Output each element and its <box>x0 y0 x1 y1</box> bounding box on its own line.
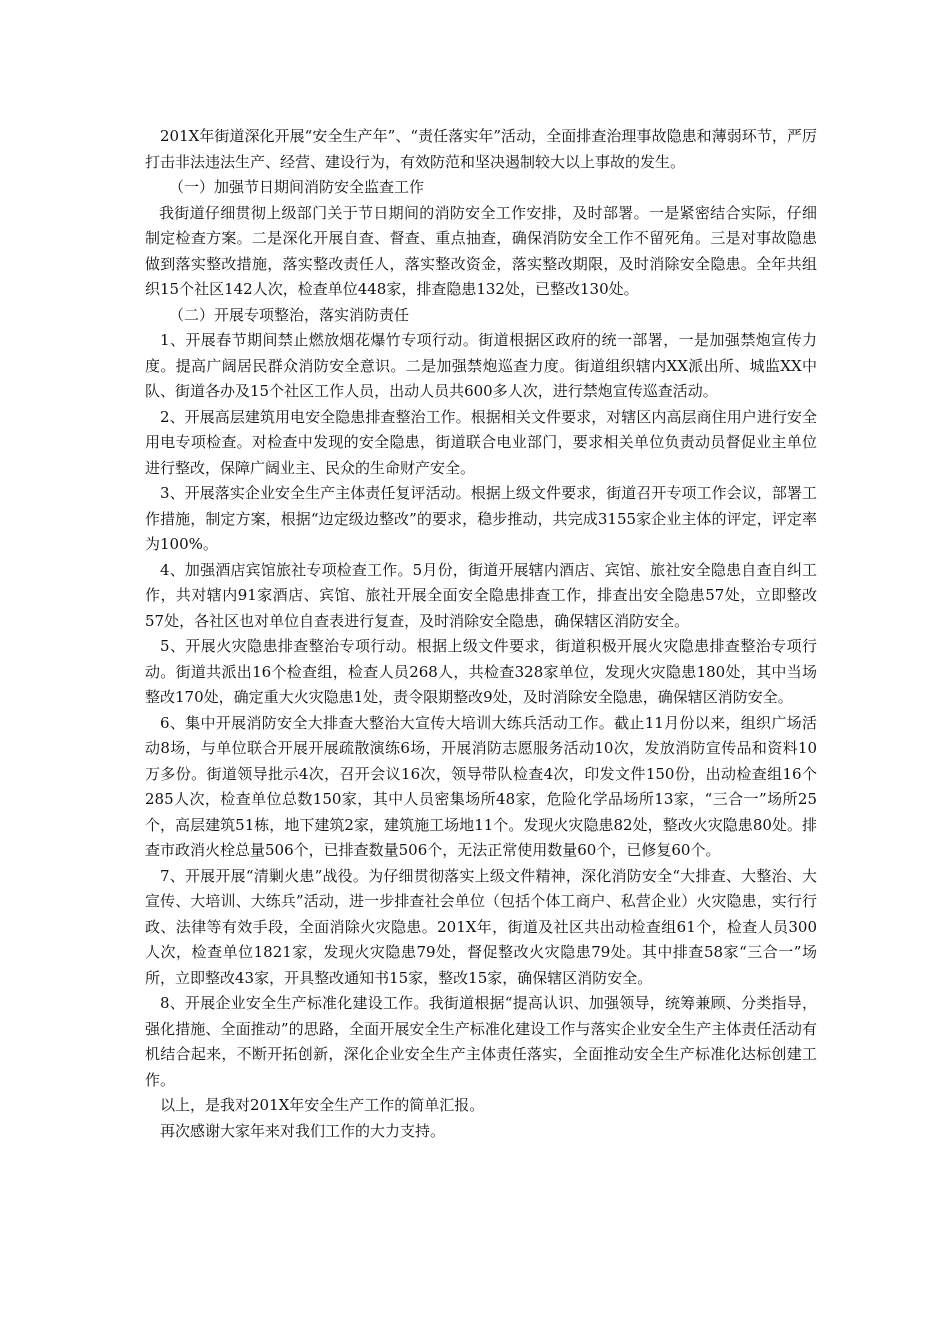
item-paragraph-7: 7、开展开展“清剿火患”战役。为仔细贯彻落实上级文件精神，深化消防安全“大排查、大整治、大宣传、大培训、大练兵”活动，进一步排查社会单位（包括个体工商户、私营企业）火灾隐患，实行行政、法律等有效手段，全面消除火灾隐患。201X年，街道及社区共出动检查组61个，检查人员300人次，检查单位1821家，发现火灾隐患79处，督促整改火灾隐患79处。其中排查58家“三合一”场所，立即整改43家，开具整改通知书15家，整改15家，确保辖区消防安全。 <box>145 866 817 987</box>
item-paragraph-6: 6、集中开展消防安全大排查大整治大宣传大培训大练兵活动工作。截止11月份以来，组织广场活动8场，与单位联合开展开展疏散演练6场，开展消防志愿服务活动10次，发放消防宣传品和资料10万多份。街道领导批示4次，召开会议16次，领导带队检查4次，印发文件150份，出动检查组16个 285人次，检查单位总数150家，其中人员密集场所48家，危险化学品场所13家，“三合一”场所25个，高层建筑51栋，地下建筑2家，建筑施工场地11个。发现火灾隐患82处，整改火灾隐患80处。排查市政消火栓总量506个，已排查数量506个，无法正常使用数量60个，已修复60个。 <box>145 713 822 859</box>
item-paragraph-5: 5、开展火灾隐患排查整治专项行动。根据上级文件要求，街道积极开展火灾隐患排查整治专项行动。街道共派出16个检查组，检查人员268人，共检查328家单位，发现火灾隐患180处，其中当场整改170处，确定重大火灾隐患1处，责令限期整改9处，及时消除安全隐患，确保辖区消防安全。 <box>145 637 817 706</box>
item-paragraph-3: 3、开展落实企业安全生产主体责任复评活动。根据上级文件要求，街道召开专项工作会议，部署工作措施，制定方案，根据“边定级边整改”的要求，稳步推动，共完成3155家企业主体的评定，评定率为100%。 <box>145 484 817 553</box>
item-paragraph-1: 1、开展春节期间禁止燃放烟花爆竹专项行动。街道根据区政府的统一部署，一是加强禁炮宣传力度。提高广阔居民群众消防安全意识。二是加强禁炮巡查力度。街道组织辖内XX派出所、城监XX中队、街道各办及15个社区工作人员，出动人员共600多人次，进行禁炮宣传巡查活动。 <box>145 331 817 400</box>
section-heading-1: （一）加强节日期间消防安全监查工作 <box>169 178 425 196</box>
closing-paragraph-1: 以上，是我对201X年安全生产工作的简单汇报。 <box>160 1096 485 1114</box>
intro-paragraph: 201X年街道深化开展“安全生产年”、“责任落实年”活动，全面排查治理事故隐患和薄弱环节，严厉打击非法违法生产、经营、建设行为，有效防范和坚决遏制较大以上事故的发生。 <box>145 127 817 171</box>
item-paragraph-4: 4、加强酒店宾馆旅社专项检查工作。5月份，街道开展辖内酒店、宾馆、旅社安全隐患自查自纠工作，共对辖内91家酒店、宾馆、旅社开展全面安全隐患排查工作，排查出安全隐患57处，立即整改57处，各社区也对单位自查表进行复查，及时消除安全隐患，确保辖区消防安全。 <box>145 560 817 630</box>
closing-paragraph-2: 再次感谢大家年来对我们工作的大力支持。 <box>160 1121 446 1140</box>
section-heading-2: （二）开展专项整治，落实消防责任 <box>169 305 410 324</box>
section-1-paragraph: 我街道仔细贯彻上级部门关于节日期间的消防安全工作安排，及时部署。一是紧密结合实际，仔细制定检查方案。二是深化开展自查、督查、重点抽查，确保消防安全工作不留死角。三是对事故隐患做到落实整改措施，落实整改责任人，落实整改资金，落实整改期限，及时消除安全隐患。全年共组织15个社区142人次，检查单位448家，排查隐患132处，已整改130处。 <box>145 203 817 298</box>
document-body <box>145 124 822 1144</box>
item-paragraph-8: 8、开展企业安全生产标准化建设工作。我街道根据“提高认识、加强领导，统筹兼顾、分类指导，强化措施、全面推动”的思路，全面开展安全生产标准化建设工作与落实企业安全生产主体责任活动有机结合起来，不断开拓创新，深化企业安全生产主体责任落实，全面推动安全生产标准化达标创建工作。 <box>145 994 817 1089</box>
item-paragraph-2: 2、开展高层建筑用电安全隐患排查整治工作。根据相关文件要求，对辖区内高层商住用户进行安全用电专项检查。对检查中发现的安全隐患，街道联合电业部门，要求相关单位负责动员督促业主单位进行整改，保障广阔业主、民众的生命财产安全。 <box>145 407 817 477</box>
